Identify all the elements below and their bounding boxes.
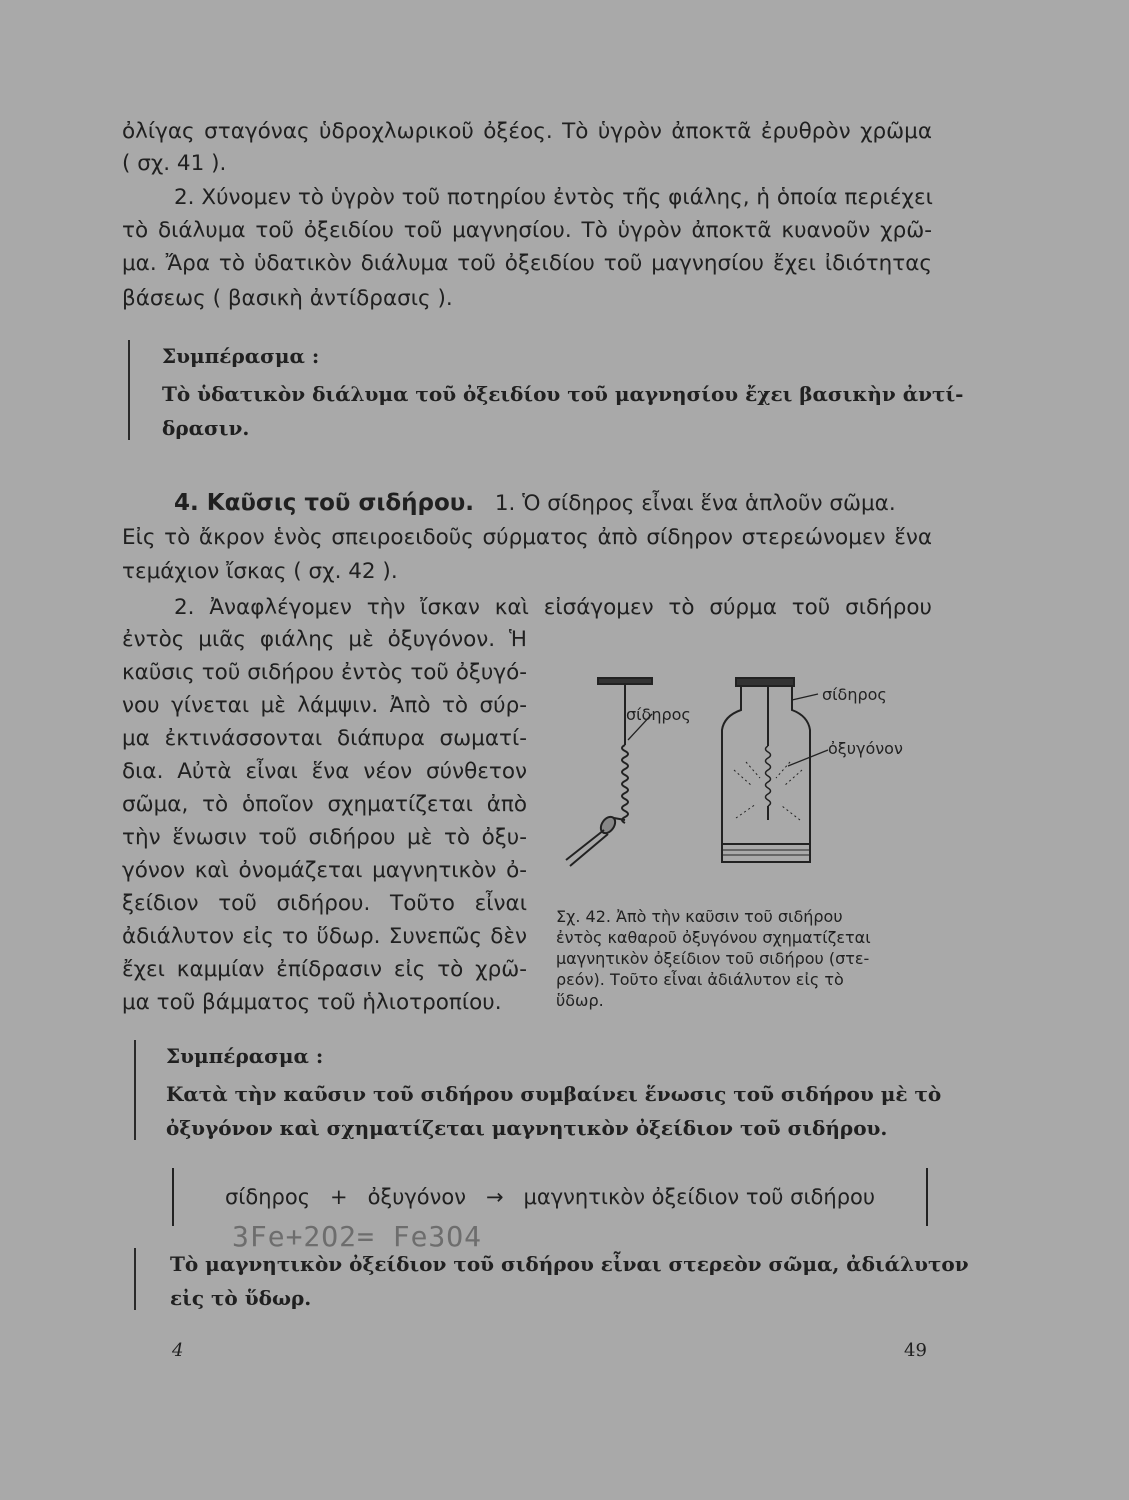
text-line: τὸ διάλυμα τοῦ ὀξειδίου τοῦ μαγνησίου. Τὸ ὑγρὸν ἀποκτᾶ κυανοῦν χρῶ-	[122, 218, 932, 243]
product: μαγνητικὸν ὀξείδιον τοῦ σιδήρου	[523, 1185, 876, 1209]
text-line: σῶμα, τὸ ὁποῖον σχηματίζεται ἀπὸ	[122, 792, 527, 817]
text-line: 2. Ἀναφλέγομεν τὴν ἴσκαν καὶ εἰσάγομεν τὸ σύρμα τοῦ σιδήρου	[174, 595, 932, 620]
label-iron-right: σίδηρος	[822, 685, 887, 704]
text-line: 2. Χύνομεν τὸ ὑγρὸν τοῦ ποτηρίου ἐντὸς τῆς φιάλης, ἡ ὁποία περιέχει	[174, 185, 933, 210]
caption-line: ρεόν). Τοῦτο εἶναι ἀδιάλυτον εἰς τὸ	[556, 970, 844, 989]
conclusion-text: δρασιν.	[162, 416, 250, 440]
handwritten-note: 3Fe+2O2= Fe3O4	[232, 1220, 483, 1253]
text-line: νου γίνεται μὲ λάμψιν. Ἀπὸ τὸ σύρ-	[122, 693, 527, 718]
text-line: μα ἐκτινάσσονται διάπυρα σωματί-	[122, 726, 527, 751]
text-line: ἀδιάλυτον εἰς το ὕδωρ. Συνεπῶς δὲν	[122, 924, 527, 949]
reactant-oxygen: ὀξυγόνον	[367, 1185, 466, 1209]
text-line: ἐντὸς μιᾶς φιάλης μὲ ὀξυγόνον. Ἡ	[122, 627, 527, 652]
text-line: μα. Ἄρα τὸ ὑδατικὸν διάλυμα τοῦ ὀξειδίου τοῦ μαγνησίου ἔχει ἰδιότητας	[122, 251, 932, 276]
figure-42	[556, 670, 936, 885]
margin-bar	[134, 1040, 136, 1140]
caption-line: Σχ. 42. Ἀπὸ τὴν καῦσιν τοῦ σιδήρου	[556, 907, 843, 926]
page-number: 49	[904, 1340, 927, 1361]
text-line: βάσεως ( βασικὴ ἀντίδρασις ).	[122, 286, 453, 311]
margin-bar	[134, 1248, 136, 1310]
reaction-formula-box	[172, 1168, 928, 1226]
text-line: ξείδιον τοῦ σιδήρου. Τοῦτο εἶναι	[122, 891, 527, 916]
conclusion-text: ὀξυγόνον καὶ σχηματίζεται μαγνητικὸν ὀξείδιον τοῦ σιδήρου.	[166, 1116, 888, 1140]
reactant-iron: σίδηρος	[224, 1185, 311, 1209]
conclusion-text: εἰς τὸ ὕδωρ.	[170, 1286, 312, 1310]
text-line: Εἰς τὸ ἄκρον ἑνὸς σπειροειδοῦς σύρματος ἀπὸ σίδηρον στερεώνομεν ἕνα	[122, 525, 932, 550]
caption-line: μαγνητικὸν ὀξείδιον τοῦ σιδήρου (στε-	[556, 949, 870, 968]
text-span: 1. Ὁ σίδηρος εἶναι ἕνα ἁπλοῦν σῶμα.	[494, 491, 896, 516]
conclusion-text: Κατὰ τὴν καῦσιν τοῦ σιδήρου συμβαίνει ἕνωσις τοῦ σιδήρου μὲ τὸ	[166, 1082, 942, 1106]
conclusion-title: Συμπέρασμα :	[162, 344, 320, 368]
conclusion-text: Τὸ ὑδατικὸν διάλυμα τοῦ ὀξειδίου τοῦ μαγνησίου ἔχει βασικὴν ἀντί-	[162, 382, 964, 406]
text-line: ἔχει καμμίαν ἐπίδρασιν εἰς τὸ χρῶ-	[122, 957, 527, 982]
label-iron-left: σίδηρος	[626, 705, 691, 724]
text-line: δια. Αὐτὰ εἶναι ἕνα νέον σύνθετον	[122, 759, 527, 784]
text-line: τὴν ἕνωσιν τοῦ σιδήρου μὲ τὸ ὀξυ-	[122, 825, 527, 850]
text-line: ( σχ. 41 ).	[122, 151, 227, 176]
caption-line: ἐντὸς καθαροῦ ὀξυγόνου σχηματίζεται	[556, 928, 871, 947]
text-line: μα τοῦ βάμματος τοῦ ἡλιοτροπίου.	[122, 990, 502, 1015]
section-heading: 4. Καῦσις τοῦ σιδήρου.	[174, 490, 475, 516]
conclusion-text: Τὸ μαγνητικὸν ὀξείδιον τοῦ σιδήρου εἶναι στερεὸν σῶμα, ἀδιάλυτον	[170, 1252, 969, 1276]
arrow-icon: →	[485, 1185, 504, 1209]
plus-sign: +	[330, 1185, 348, 1209]
conclusion-title: Συμπέρασμα :	[166, 1044, 324, 1068]
text-line: γόνον καὶ ὀνομάζεται μαγνητικὸν ὀ-	[122, 858, 527, 883]
section-first-line	[174, 488, 932, 519]
text-line: ὀλίγας σταγόνας ὑδροχλωρικοῦ ὀξέος. Τὸ ὑγρὸν ἀποκτᾶ ἐρυθρὸν χρῶμα	[122, 119, 932, 144]
bottle-icon	[722, 678, 828, 862]
text-line: τεμάχιον ἴσκας ( σχ. 42 ).	[122, 559, 398, 584]
text-line: καῦσις τοῦ σιδήρου ἐντὸς τοῦ ὀξυγό-	[122, 660, 527, 685]
margin-bar	[128, 340, 130, 440]
label-oxygen: ὀξυγόνον	[828, 739, 903, 758]
signature-mark: 4	[172, 1340, 184, 1361]
caption-line: ὕδωρ.	[556, 991, 604, 1010]
